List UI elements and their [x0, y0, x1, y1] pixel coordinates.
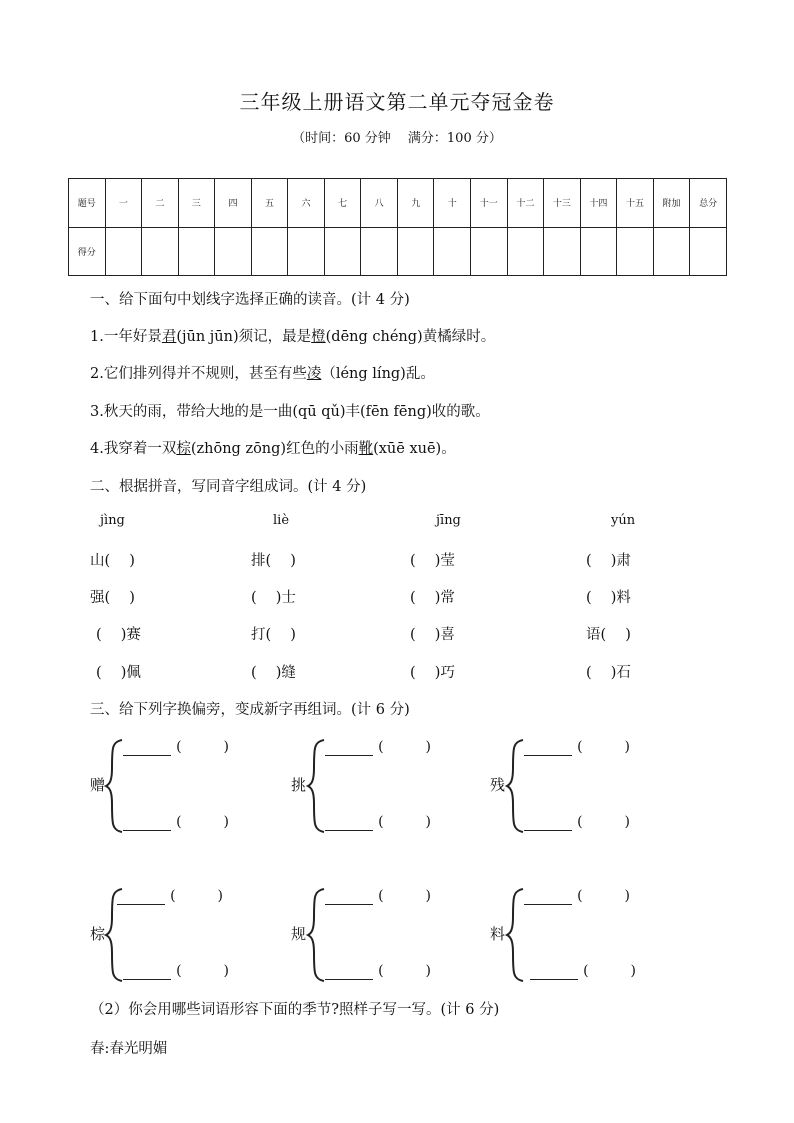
pinyin-label: jìng: [100, 513, 125, 528]
answer-line-top[interactable]: ( ): [524, 736, 630, 756]
answer-line-top[interactable]: ( ): [123, 736, 229, 756]
answer-line-top[interactable]: ( ): [117, 885, 223, 905]
score-header-cell: 三: [178, 179, 215, 228]
score-header-cell: 附加: [653, 179, 690, 228]
score-header-cell: 五: [251, 179, 288, 228]
base-char: 规: [291, 925, 307, 943]
page-subtitle: （时间：60 分钟 满分：100 分）: [292, 131, 502, 146]
question-1: 1.一年好景君(jūn jūn)须记，最是橙(dēng chéng)黄橘绿时。: [90, 329, 496, 345]
score-input-cell[interactable]: [397, 227, 434, 276]
score-header-cell: 一: [105, 179, 142, 228]
word-blank[interactable]: ( )巧: [410, 665, 455, 681]
score-row-label: 得分: [69, 227, 106, 276]
answer-line-top[interactable]: ( ): [524, 885, 630, 905]
word-blank[interactable]: ( )石: [586, 665, 631, 681]
score-table-score-row: [69, 227, 727, 276]
score-header-cell: 十: [434, 179, 471, 228]
score-input-cell[interactable]: [251, 227, 288, 276]
base-char: 赠: [90, 776, 106, 794]
answer-line-top[interactable]: ( ): [325, 736, 431, 756]
page-title: 三年级上册语文第二单元夺冠金卷: [239, 90, 555, 114]
word-blank[interactable]: 排( ): [251, 553, 296, 569]
answer-line-bottom[interactable]: ( ): [123, 960, 229, 980]
pinyin-label: jīng: [436, 513, 461, 528]
score-header-cell: 十一: [471, 179, 508, 228]
score-header-cell: 四: [215, 179, 252, 228]
score-input-cell[interactable]: [617, 227, 654, 276]
word-blank[interactable]: 语( ): [586, 627, 631, 643]
score-input-cell[interactable]: [324, 227, 361, 276]
pinyin-label: liè: [273, 513, 290, 528]
question-3: 3.秋天的雨，带给大地的是一曲(qū qǔ)丰(fēn fēng)收的歌。: [90, 404, 490, 420]
base-char: 棕: [90, 925, 106, 943]
score-header-cell: 八: [361, 179, 398, 228]
score-header-cell: 十二: [507, 179, 544, 228]
base-char: 残: [490, 776, 506, 794]
score-table: [68, 178, 727, 276]
word-blank[interactable]: 打( ): [251, 627, 296, 643]
score-input-cell[interactable]: [215, 227, 252, 276]
word-blank[interactable]: 山( ): [90, 553, 135, 569]
answer-line-bottom[interactable]: ( ): [325, 960, 431, 980]
section3-heading: 三、给下列字换偏旁，变成新字再组词。(计 6 分): [90, 702, 410, 718]
word-blank[interactable]: 强( ): [90, 590, 135, 606]
score-input-cell[interactable]: [580, 227, 617, 276]
score-table-header-row: [69, 179, 727, 228]
pinyin-label: yún: [611, 513, 636, 528]
score-input-cell[interactable]: [105, 227, 142, 276]
score-header-cell: 二: [142, 179, 179, 228]
question-4: 4.我穿着一双棕(zhōng zōng)红色的小雨靴(xūē xuē)。: [90, 441, 456, 457]
question-2: 2.它们排列得并不规则，甚至有些凌（léng líng)乱。: [90, 366, 435, 382]
score-input-cell[interactable]: [434, 227, 471, 276]
answer-line-bottom[interactable]: ( ): [530, 960, 636, 980]
score-input-cell[interactable]: [361, 227, 398, 276]
score-input-cell[interactable]: [471, 227, 508, 276]
score-header-cell: 七: [324, 179, 361, 228]
base-char: 料: [490, 925, 506, 943]
section2-heading: 二、根据拼音，写同音字组成词。(计 4 分): [90, 479, 367, 495]
score-header-cell: 总分: [690, 179, 727, 228]
score-input-cell[interactable]: [507, 227, 544, 276]
word-blank[interactable]: ( )士: [251, 590, 296, 606]
section4-heading: （2）你会用哪些词语形容下面的季节?照样子写一写。(计 6 分): [90, 1002, 500, 1018]
score-input-cell[interactable]: [178, 227, 215, 276]
word-blank[interactable]: ( )缝: [251, 665, 296, 681]
answer-line-bottom[interactable]: ( ): [123, 811, 229, 831]
word-blank[interactable]: ( )肃: [586, 553, 631, 569]
score-header-cell: 九: [397, 179, 434, 228]
score-header-cell: 十五: [617, 179, 654, 228]
score-header-cell: 题号: [69, 179, 106, 228]
base-char: 挑: [291, 776, 307, 794]
score-header-cell: 六: [288, 179, 325, 228]
word-blank[interactable]: ( )料: [586, 590, 631, 606]
word-blank[interactable]: ( )莹: [410, 553, 455, 569]
score-input-cell[interactable]: [653, 227, 690, 276]
answer-line-bottom[interactable]: ( ): [325, 811, 431, 831]
section1-heading: 一、给下面句中划线字选择正确的读音。(计 4 分): [90, 292, 410, 308]
answer-line-bottom[interactable]: ( ): [524, 811, 630, 831]
answer-line-top[interactable]: ( ): [325, 885, 431, 905]
score-header-cell: 十四: [580, 179, 617, 228]
word-blank[interactable]: ( )常: [410, 590, 455, 606]
score-input-cell[interactable]: [544, 227, 581, 276]
word-blank[interactable]: ( )赛: [96, 627, 141, 643]
example-text: 春:春光明媚: [90, 1041, 168, 1057]
word-blank[interactable]: ( )佩: [96, 665, 141, 681]
word-blank[interactable]: ( )喜: [410, 627, 455, 643]
score-input-cell[interactable]: [288, 227, 325, 276]
score-header-cell: 十三: [544, 179, 581, 228]
score-input-cell[interactable]: [142, 227, 179, 276]
score-input-cell[interactable]: [690, 227, 727, 276]
